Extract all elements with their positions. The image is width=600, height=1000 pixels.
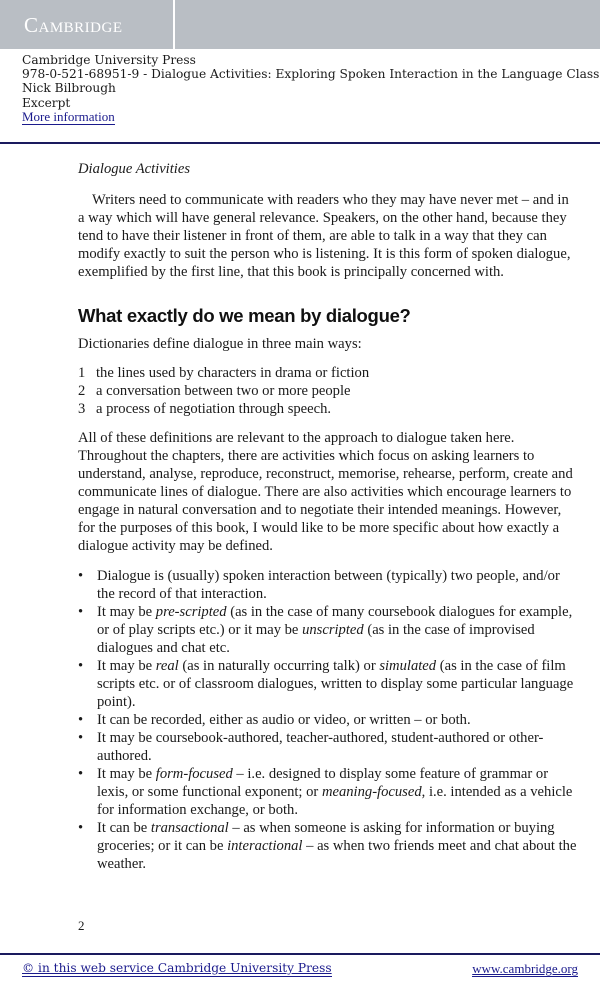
page-content bbox=[78, 160, 578, 873]
bullet-item bbox=[78, 711, 578, 729]
bullet-item bbox=[78, 729, 578, 765]
bullet-text: It may be bbox=[97, 604, 156, 620]
book-metadata bbox=[22, 53, 599, 124]
bullet-icon: • bbox=[78, 730, 84, 746]
definition-item bbox=[78, 364, 578, 382]
definitions-list bbox=[78, 364, 578, 418]
section-heading: What exactly do we mean by dialogue? bbox=[78, 305, 411, 326]
bullet-text: (as in naturally occurring talk) or bbox=[178, 658, 380, 674]
cambridge-site-link[interactable]: www.cambridge.org bbox=[472, 961, 578, 976]
bullet-text: (as in the case of many coursebook dialogues for example, or of play scripts etc.) or it may be bbox=[97, 604, 573, 638]
item-text: a process of negotiation through speech. bbox=[96, 401, 332, 417]
bullet-text: It may be bbox=[97, 658, 156, 674]
bullet-text: (as in the case of film scripts etc. or of classroom dialogues, written to display some particular language point). bbox=[97, 658, 574, 710]
item-number: 3 bbox=[78, 401, 86, 417]
dialogue-criteria-list bbox=[78, 567, 578, 873]
bullet-icon: • bbox=[78, 568, 84, 584]
running-head: Dialogue Activities bbox=[78, 161, 190, 177]
author: Nick Bilbrough bbox=[22, 81, 116, 96]
more-information-link[interactable]: More information bbox=[22, 108, 115, 124]
cambridge-logo: Cambridge bbox=[24, 13, 123, 37]
bullet-text: It can be bbox=[97, 820, 151, 836]
item-text: the lines used by characters in drama or fiction bbox=[96, 365, 370, 381]
bullet-text: – as when two friends meet and chat about the weather. bbox=[97, 838, 577, 872]
bullet-text: It can be recorded, either as audio or video, or written – or both. bbox=[97, 712, 471, 728]
italic-term: unscripted bbox=[302, 622, 364, 638]
book-title-line: 978-0-521-68951-9 - Dialogue Activities: Exploring Spoken Interaction in the Language Class bbox=[22, 67, 600, 82]
bullet-item bbox=[78, 657, 578, 711]
definition-item bbox=[78, 382, 578, 400]
footer-rule bbox=[0, 953, 600, 955]
bullet-item bbox=[78, 567, 578, 603]
bullet-item bbox=[78, 819, 578, 873]
italic-term: simulated bbox=[379, 658, 437, 674]
italic-term: pre-scripted bbox=[155, 604, 227, 620]
bullet-text: It may be coursebook-authored, teacher-authored, student-authored or other-authored. bbox=[97, 730, 544, 764]
bullet-item bbox=[78, 765, 578, 819]
copyright-link[interactable]: © in this web service Cambridge University Press bbox=[22, 961, 332, 975]
item-text: a conversation between two or more people bbox=[96, 383, 351, 399]
bullet-icon: • bbox=[78, 766, 84, 782]
header-rule bbox=[0, 142, 600, 144]
body-paragraph: All of these definitions are relevant to the approach to dialogue taken here. Throughout the chapters, there are activities which focus on asking learners to understand, analyse, reproduce, reconstruct, memorise, rehearse, perform, create and communicate lines of dialogue. There are also activities which encourage learners to engage in natural conversation and to negotiate their intended meanings. However, for the purposes of this book, I would like to be more specific about how exactly a dialogue activity may be defined. bbox=[78, 430, 573, 554]
bullet-text: Dialogue is (usually) spoken interaction between (typically) two people, and/or the record of that interaction. bbox=[97, 568, 560, 602]
page-number: 2 bbox=[78, 918, 85, 933]
item-number: 2 bbox=[78, 383, 86, 399]
italic-term: transactional bbox=[150, 820, 229, 836]
bullet-text: – i.e. designed to display some feature of grammar or lexis, or some functional exponent; or bbox=[97, 766, 549, 800]
italic-term: meaning-focused bbox=[321, 784, 422, 800]
intro-paragraph: Writers need to communicate with readers who they may have never met – and in a way which will have general relevance. Speakers, on the other hand, because they tend to have their listener in front of them, are able to talk in a way that they can modify exactly to suit the person who is listening. It is this form of spoken dialogue, exemplified by the first line, that this book is principally concerned with. bbox=[78, 192, 571, 280]
bullet-icon: • bbox=[78, 604, 84, 620]
bullet-icon: • bbox=[78, 820, 84, 836]
bullet-text: It may be bbox=[97, 766, 156, 782]
bullet-text: , i.e. intended as a vehicle for information exchange, or both. bbox=[97, 784, 573, 818]
bullet-icon: • bbox=[78, 658, 84, 674]
italic-term: interactional bbox=[227, 838, 303, 854]
italic-term: real bbox=[155, 658, 179, 674]
header-bar bbox=[0, 0, 600, 49]
definitions-intro: Dictionaries define dialogue in three main ways: bbox=[78, 336, 362, 352]
bullet-icon: • bbox=[78, 712, 84, 728]
bullet-text: – as when someone is asking for information or buying groceries; or it can be bbox=[97, 820, 555, 854]
italic-term: form-focused bbox=[155, 766, 233, 782]
header-divider bbox=[173, 0, 175, 49]
bullet-text: (as in the case of improvised dialogues and chat etc. bbox=[97, 622, 535, 656]
bullet-item bbox=[78, 603, 578, 657]
publisher: Cambridge University Press bbox=[22, 53, 196, 67]
definition-item bbox=[78, 400, 578, 418]
item-number: 1 bbox=[78, 365, 86, 381]
excerpt-label: Excerpt bbox=[22, 95, 71, 110]
